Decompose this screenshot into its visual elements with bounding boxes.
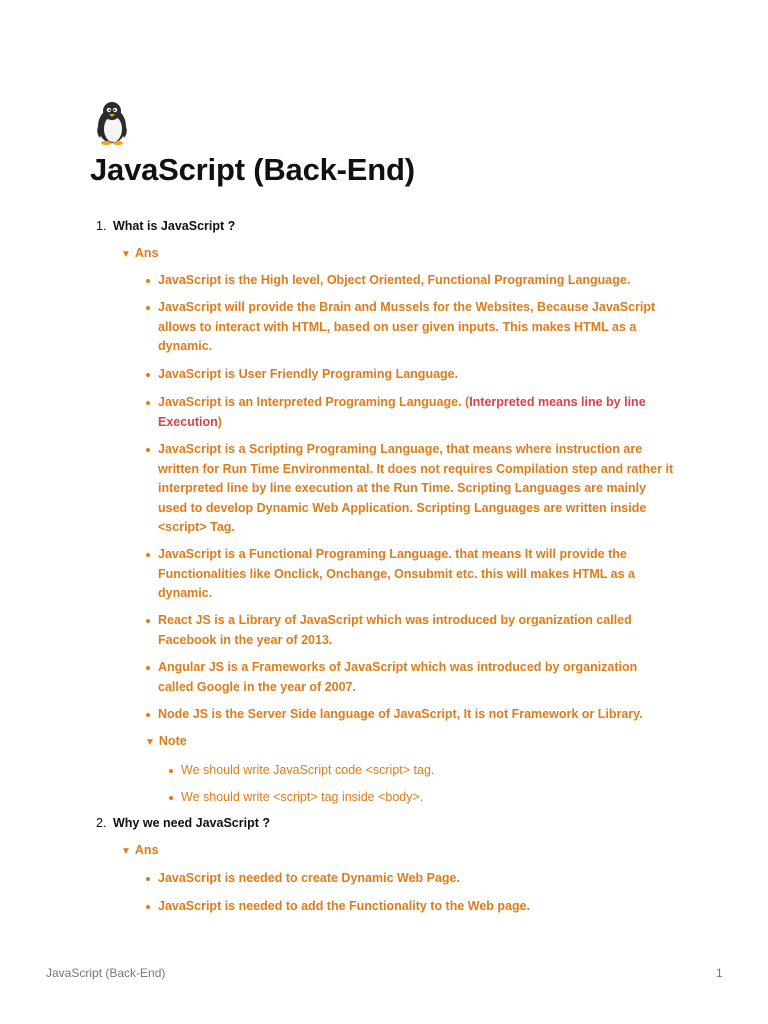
list-item: Node JS is the Server Side language of JavaScript, It is not Framework or Library.: [158, 705, 674, 725]
footer-page-number: 1: [716, 966, 723, 980]
list-item: Angular JS is a Frameworks of JavaScript which was introduced by organization called Google in the year of 2007.: [158, 658, 674, 697]
triangle-down-icon: ▼: [121, 846, 131, 857]
triangle-down-icon: ▼: [145, 737, 155, 748]
list-item: JavaScript is needed to create Dynamic Web Page.: [158, 869, 674, 889]
list-item: [158, 393, 674, 432]
list-item-text: JavaScript is an Interpreted Programing Language. (: [158, 395, 470, 409]
ans-toggle-2[interactable]: [121, 843, 159, 857]
list-item: JavaScript is the High level, Object Oriented, Functional Programing Language.: [158, 271, 674, 291]
interpreted-close: ): [217, 414, 222, 429]
ans-label: Ans: [134, 246, 159, 260]
page-title: JavaScript (Back-End): [90, 152, 415, 187]
penguin-icon: [94, 100, 134, 146]
list-item: React JS is a Library of JavaScript which was introduced by organization called Facebook in the year of 2013.: [158, 611, 674, 650]
triangle-down-icon: ▼: [121, 249, 131, 260]
question-text: What is JavaScript ?: [113, 219, 236, 233]
note-toggle[interactable]: [145, 734, 187, 748]
question-1: [96, 219, 235, 233]
note-item: We should write <script> tag inside <body>.: [181, 788, 697, 808]
ans-label: Ans: [134, 843, 159, 857]
interpreted-note: Interpreted means line by line Execution: [158, 395, 646, 429]
ans-toggle-1[interactable]: [121, 246, 159, 260]
list-item: JavaScript is a Scripting Programing Language, that means where instruction are written for Run Time Environmental. It does not requires Compilation step and rather it interpreted line by line execution at the Run Time. Scripting Languages are mainly used to develop Dynamic Web Application. Scripting Languages are written inside <script> Tag.: [158, 440, 674, 538]
list-item: JavaScript is needed to add the Functionality to the Web page.: [158, 897, 674, 917]
question-text: Why we need JavaScript ?: [113, 816, 270, 830]
question-number: 2.: [96, 816, 107, 830]
question-2: [96, 816, 270, 830]
question-number: 1.: [96, 219, 107, 233]
list-item: JavaScript is User Friendly Programing Language.: [158, 365, 674, 385]
note-label: Note: [158, 734, 187, 748]
list-item: JavaScript will provide the Brain and Mussels for the Websites, Because JavaScript allows to interact with HTML, based on user given inputs. This makes HTML as a dynamic.: [158, 298, 674, 357]
note-item: We should write JavaScript code <script> tag.: [181, 761, 697, 781]
footer-title: JavaScript (Back-End): [46, 966, 166, 980]
list-item: JavaScript is a Functional Programing Language. that means It will provide the Functionalities like Onclick, Onchange, Onsubmit etc. this will makes HTML as a dynamic.: [158, 545, 674, 604]
